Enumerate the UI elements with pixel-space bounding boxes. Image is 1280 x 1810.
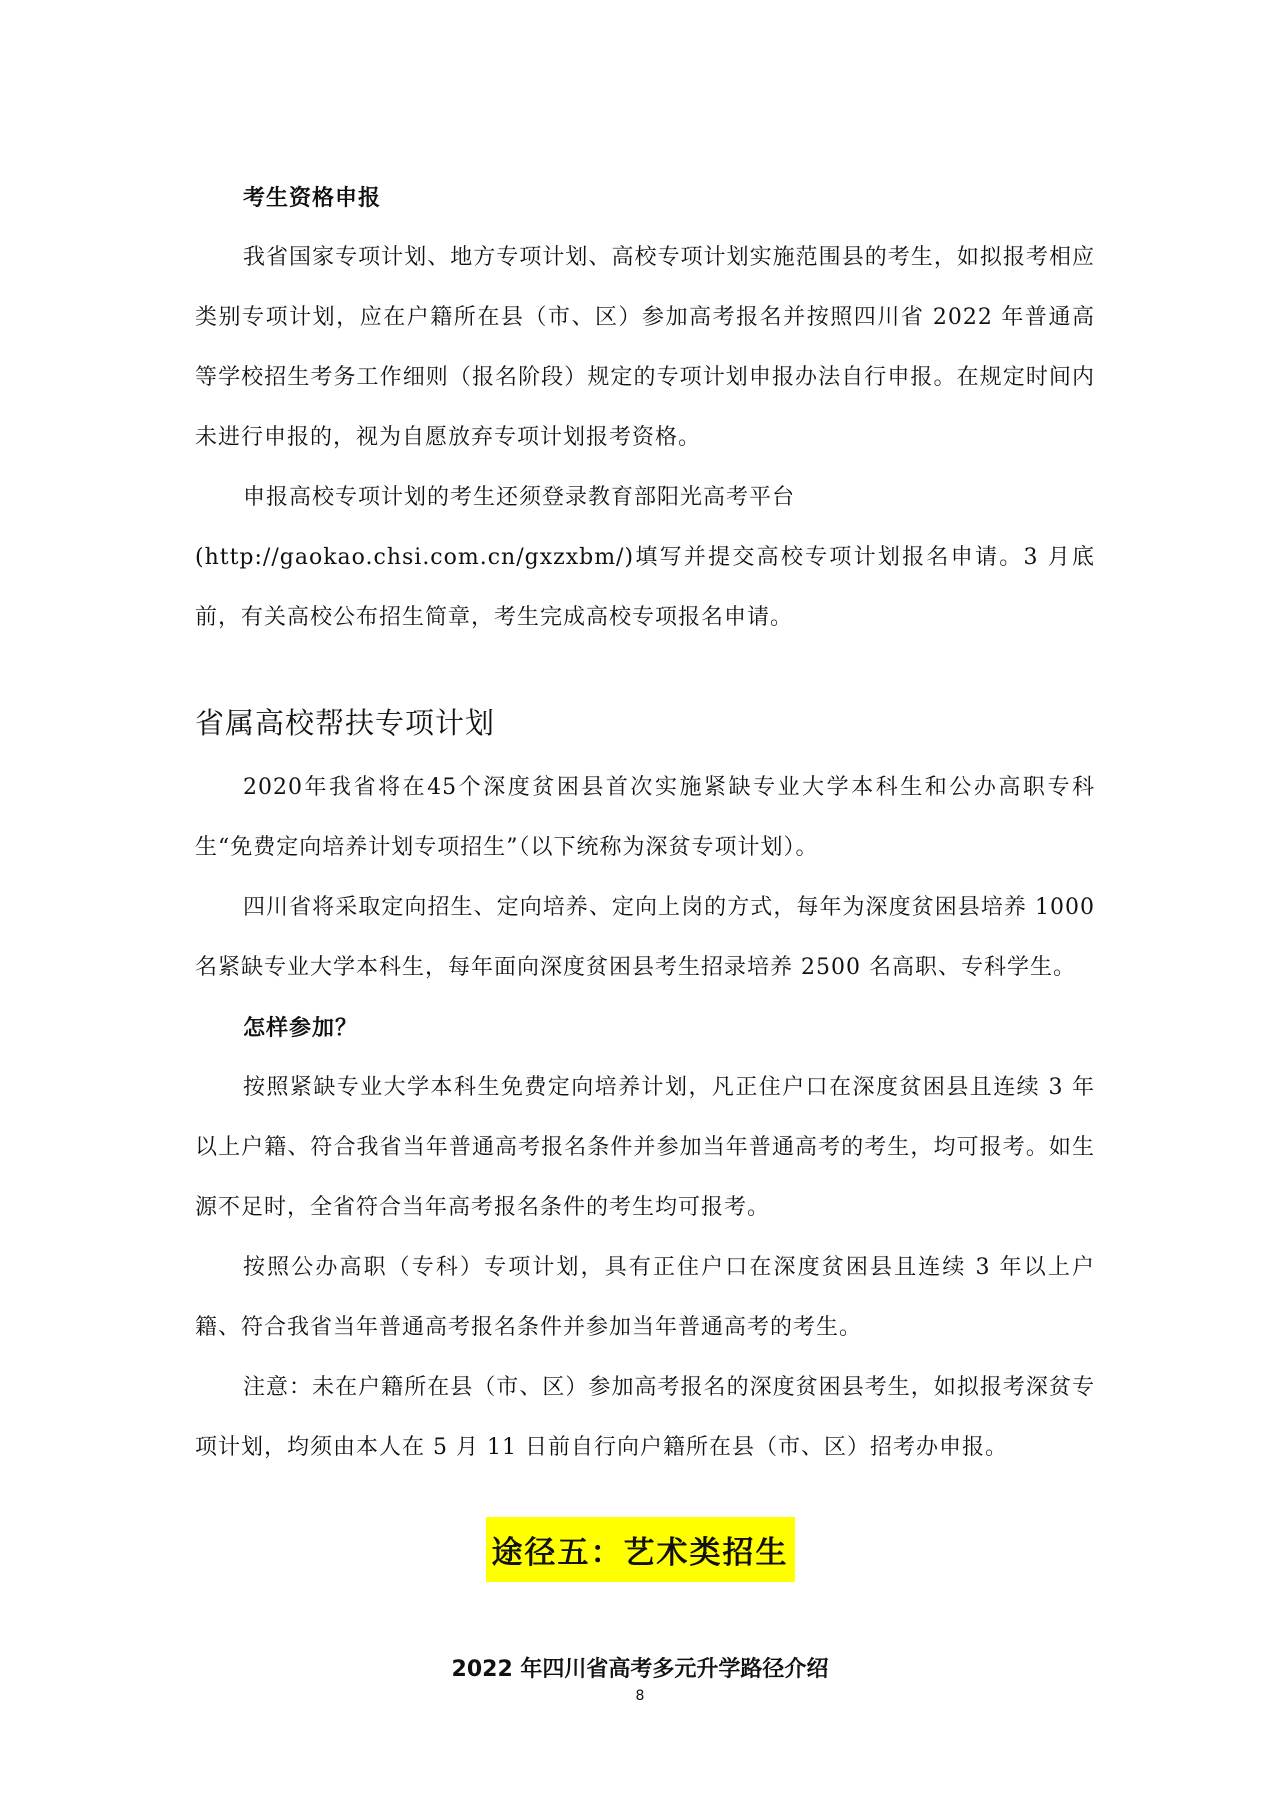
paragraph-eligibility-3: (http://gaokao.chsi.com.cn/gxzxbm/)填写并提交高校专项计划报名申请。3 月底前，有关高校公布招生简章，考生完成高校专项报名申请。 [195, 545, 1095, 630]
subhead-how-to-join: 怎样参加？ [243, 1015, 359, 1041]
subhead-eligibility: 考生资格申报 [243, 185, 382, 211]
paragraph-eligibility-2: 申报高校专项计划的考生还须登录教育部阳光高考平台 [243, 485, 796, 510]
route-title-highlighted: 途径五：艺术类招生 [486, 1517, 795, 1582]
footer-title: 2022 年四川省高考多元升学路径介绍 [451, 1657, 829, 1682]
route-title-wrapper [0, 1517, 1280, 1582]
paragraph-how-1: 按照紧缺专业大学本科生免费定向培养计划，凡正住户口在深度贫困县且连续 3 年以上户籍、符合我省当年普通高考报名条件并参加当年普通高考的考生，均可报考。如生源不足时，全省符合当年高考报名条件的考生均可报考。 [195, 1075, 1095, 1220]
paragraph-provincial-1: 2020年我省将在45个深度贫困县首次实施紧缺专业大学本科生和公办高职专科生“免费定向培养计划专项招生”（以下统称为深贫专项计划）。 [195, 775, 1095, 860]
page-number: 8 [635, 1688, 645, 1704]
paragraph-note: 注意：未在户籍所在县（市、区）参加高考报名的深度贫困县考生，如拟报考深贫专项计划，均须由本人在 5 月 11 日前自行向户籍所在县（市、区）招考办申报。 [195, 1375, 1095, 1460]
paragraph-eligibility-1: 我省国家专项计划、地方专项计划、高校专项计划实施范围县的考生，如拟报考相应类别专项计划，应在户籍所在县（市、区）参加高考报名并按照四川省 2022 年普通高等学校招生考务工作细则（报名阶段）规定的专项计划申报办法自行申报。在规定时间内未进行申报的，视为自愿放弃专项计划报考资格。 [195, 245, 1095, 450]
paragraph-provincial-2: 四川省将采取定向招生、定向培养、定向上岗的方式，每年为深度贫困县培养 1000 名紧缺专业大学本科生，每年面向深度贫困县考生招录培养 2500 名高职、专科学生。 [195, 895, 1095, 980]
paragraph-how-2: 按照公办高职（专科）专项计划，具有正住户口在深度贫困县且连续 3 年以上户籍、符合我省当年普通高考报名条件并参加当年普通高考的考生。 [195, 1255, 1095, 1340]
page-content [195, 168, 1095, 1478]
section-title-provincial-plan: 省属高校帮扶专项计划 [195, 706, 496, 740]
